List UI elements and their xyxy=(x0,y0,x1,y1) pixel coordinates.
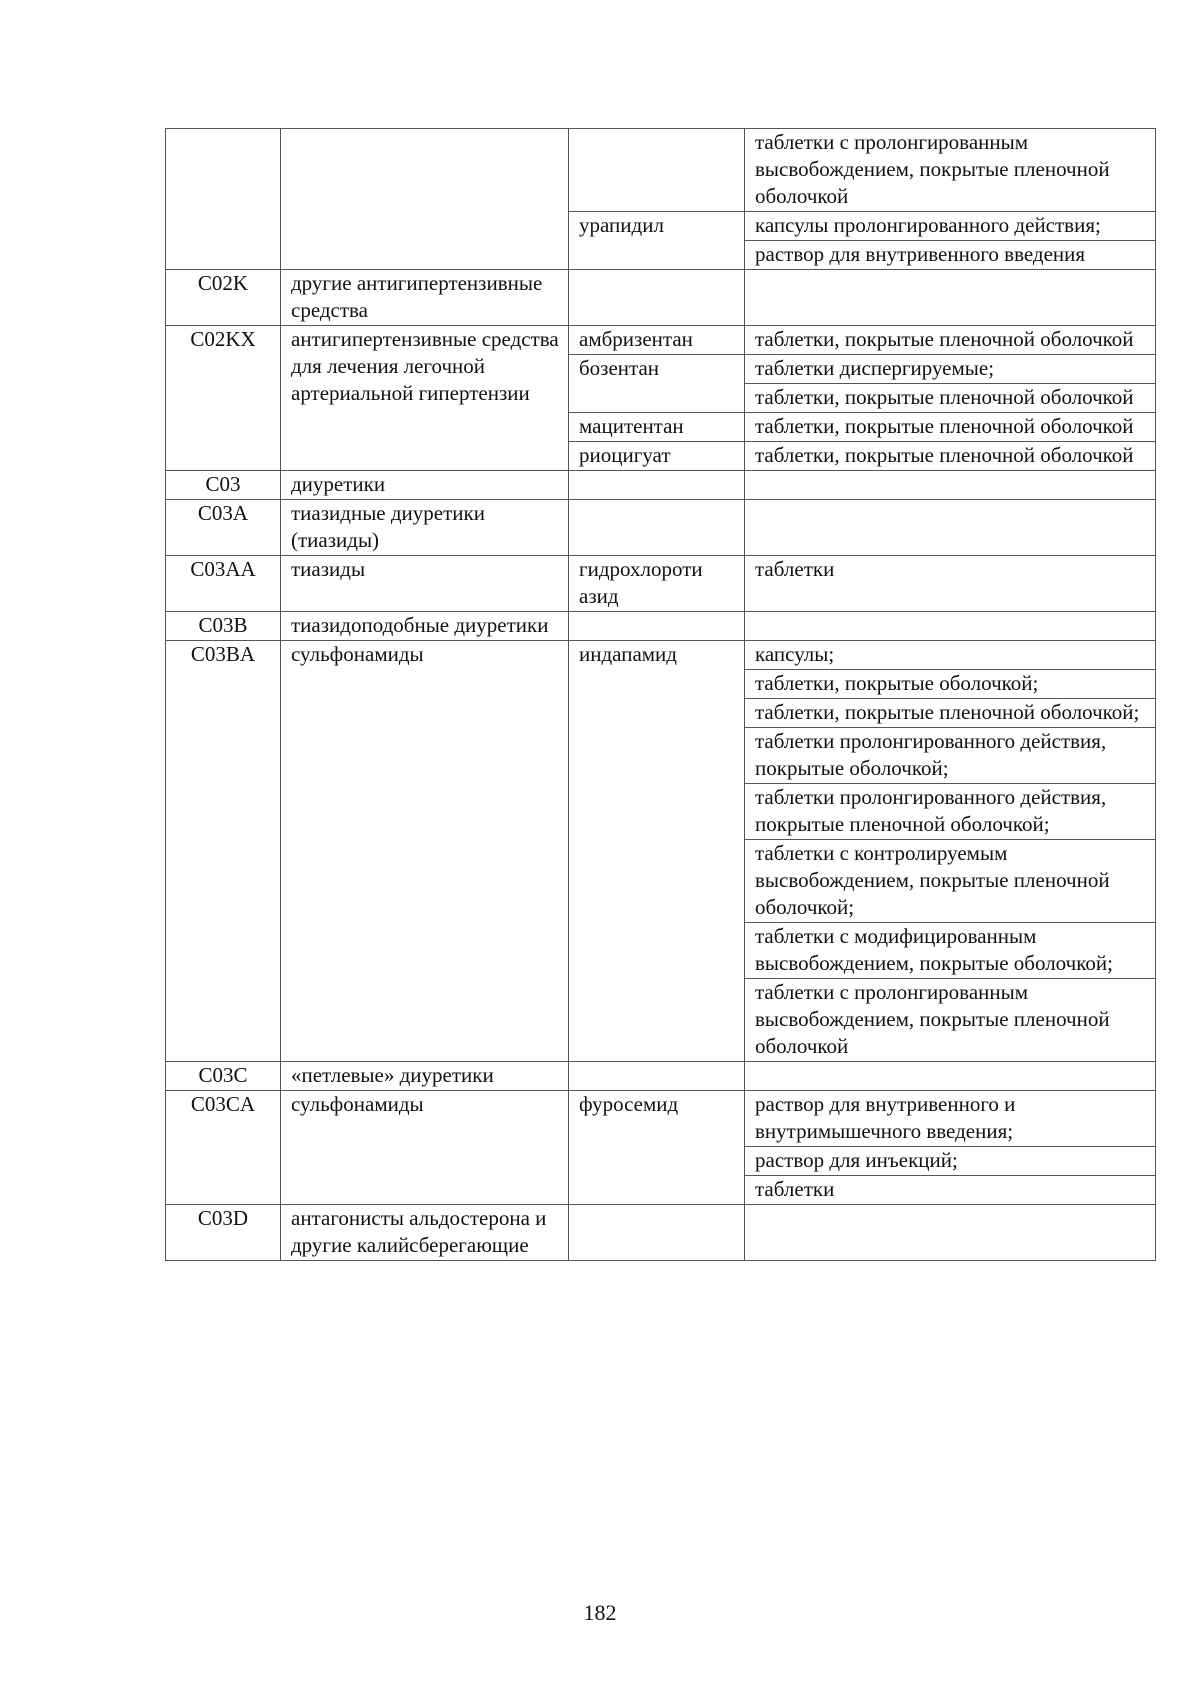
atc-code-cell: C03CA xyxy=(166,1091,281,1205)
dosage-form-cell: таблетки, покрытые пленочной оболочкой xyxy=(745,326,1156,355)
table-row xyxy=(166,270,1156,326)
group-name-cell: диуретики xyxy=(281,471,569,500)
drug-name-cell: риоцигуат xyxy=(569,442,745,471)
group-name-cell xyxy=(281,129,569,270)
drug-name-cell: мацитентан xyxy=(569,413,745,442)
atc-code-cell: C02K xyxy=(166,270,281,326)
dosage-form-cell: таблетки, покрытые пленочной оболочкой; xyxy=(745,699,1156,728)
dosage-form-cell xyxy=(745,471,1156,500)
dosage-form-cell: капсулы пролонгированного действия; xyxy=(745,212,1156,241)
atc-code-cell xyxy=(166,129,281,270)
dosage-form-cell: таблетки диспергируемые; xyxy=(745,355,1156,384)
dosage-form-cell: таблетки, покрытые оболочкой; xyxy=(745,670,1156,699)
drug-name-cell: урапидил xyxy=(569,212,745,270)
dosage-form-cell: таблетки xyxy=(745,556,1156,612)
group-name-cell: антигипертензивные средства для лечения легочной артериальной гипертензии xyxy=(281,326,569,471)
group-name-cell: сульфонамиды xyxy=(281,641,569,1062)
atc-code-cell: C03C xyxy=(166,1062,281,1091)
drug-name-cell xyxy=(569,129,745,212)
drug-name-cell xyxy=(569,612,745,641)
dosage-form-cell: таблетки с пролонгированным высвобождением, покрытые пленочной оболочкой xyxy=(745,129,1156,212)
table-row xyxy=(166,500,1156,556)
group-name-cell: антагонисты альдостерона и другие калийсберегающие xyxy=(281,1205,569,1261)
drug-name-cell xyxy=(569,500,745,556)
dosage-form-cell xyxy=(745,612,1156,641)
atc-code-cell: C02KX xyxy=(166,326,281,471)
dosage-form-cell: таблетки, покрытые пленочной оболочкой xyxy=(745,442,1156,471)
group-name-cell: тиазидоподобные диуретики xyxy=(281,612,569,641)
table-row xyxy=(166,1062,1156,1091)
table-row xyxy=(166,1205,1156,1261)
drug-name-cell xyxy=(569,471,745,500)
dosage-form-cell xyxy=(745,500,1156,556)
atc-code-cell: C03B xyxy=(166,612,281,641)
dosage-form-cell: таблетки пролонгированного действия, покрытые оболочкой; xyxy=(745,728,1156,784)
dosage-form-cell: таблетки пролонгированного действия, покрытые пленочной оболочкой; xyxy=(745,784,1156,840)
page-number: 182 xyxy=(583,1600,617,1625)
drug-name-cell xyxy=(569,1205,745,1261)
dosage-form-cell: таблетки с пролонгированным высвобождением, покрытые пленочной оболочкой xyxy=(745,979,1156,1062)
dosage-form-cell xyxy=(745,1205,1156,1261)
group-name-cell: тиазиды xyxy=(281,556,569,612)
table-row xyxy=(166,326,1156,355)
dosage-form-cell: капсулы; xyxy=(745,641,1156,670)
group-name-cell: тиазидные диуретики (тиазиды) xyxy=(281,500,569,556)
dosage-form-cell: таблетки xyxy=(745,1176,1156,1205)
dosage-form-cell: таблетки, покрытые пленочной оболочкой xyxy=(745,413,1156,442)
atc-code-cell: C03A xyxy=(166,500,281,556)
dosage-form-cell: таблетки, покрытые пленочной оболочкой xyxy=(745,384,1156,413)
atc-code-cell: C03AA xyxy=(166,556,281,612)
dosage-form-cell xyxy=(745,270,1156,326)
atc-code-cell: C03D xyxy=(166,1205,281,1261)
table-row xyxy=(166,129,1156,212)
table-row xyxy=(166,641,1156,670)
dosage-form-cell: раствор для инъекций; xyxy=(745,1147,1156,1176)
dosage-form-cell xyxy=(745,1062,1156,1091)
drug-name-cell: бозентан xyxy=(569,355,745,413)
dosage-form-cell: таблетки с контролируемым высвобождением, покрытые пленочной оболочкой; xyxy=(745,840,1156,923)
drug-name-cell: индапамид xyxy=(569,641,745,1062)
dosage-form-cell: раствор для внутривенного и внутримышечного введения; xyxy=(745,1091,1156,1147)
table-row xyxy=(166,1091,1156,1147)
atc-code-cell: C03BA xyxy=(166,641,281,1062)
group-name-cell: «петлевые» диуретики xyxy=(281,1062,569,1091)
table-row xyxy=(166,471,1156,500)
dosage-form-cell: таблетки с модифицированным высвобождением, покрытые оболочкой; xyxy=(745,923,1156,979)
drug-name-cell xyxy=(569,270,745,326)
group-name-cell: другие антигипертензивные средства xyxy=(281,270,569,326)
table-row xyxy=(166,556,1156,612)
drug-table xyxy=(165,128,1156,1261)
drug-name-cell xyxy=(569,1062,745,1091)
drug-name-cell: гидрохлороти азид xyxy=(569,556,745,612)
atc-code-cell: C03 xyxy=(166,471,281,500)
group-name-cell: сульфонамиды xyxy=(281,1091,569,1205)
dosage-form-cell: раствор для внутривенного введения xyxy=(745,241,1156,270)
table-row xyxy=(166,612,1156,641)
drug-name-cell: амбризентан xyxy=(569,326,745,355)
drug-name-cell: фуросемид xyxy=(569,1091,745,1205)
